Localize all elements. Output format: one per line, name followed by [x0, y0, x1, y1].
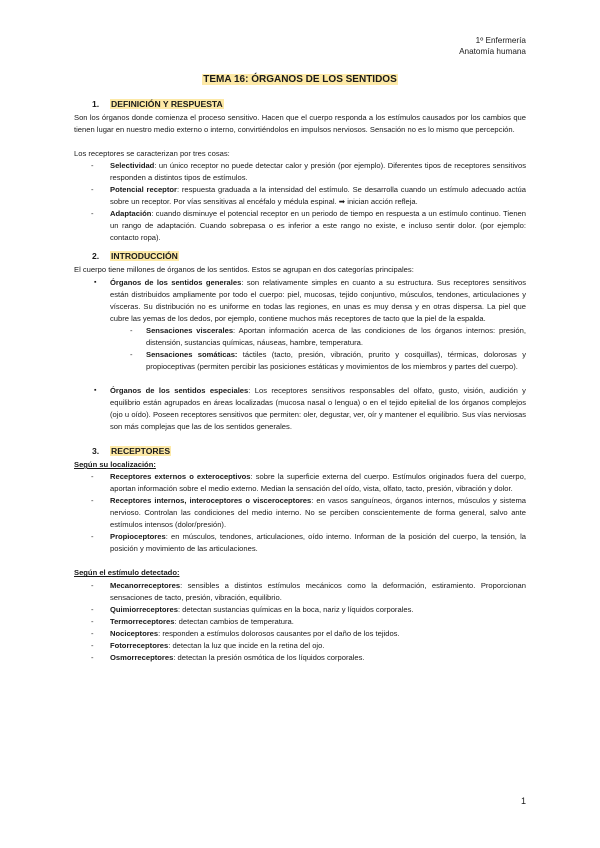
list-item: - Fotorreceptores: detectan la luz que incide en la retina del ojo. — [74, 640, 526, 652]
list-item: - Adaptación: cuando disminuye el potencial receptor en un periodo de tiempo en respuesta a un estímulo continuo. Tienen un rango de adaptación. Cuando sobrepasa o es inferior a este rango no existe, e incluso sentir dolor. (por ejemplo: contacto ropa). — [74, 208, 526, 244]
sense-organs-list — [74, 277, 526, 434]
list-item: - Propioceptores: en músculos, tendones, articulaciones, oído interno. Informan de la posición del cuerpo, la tensión, la posición y movimiento de las articulaciones. — [74, 531, 526, 555]
section-1-intro: Son los órganos donde comienza el proceso sensitivo. Hacen que el cuerpo responda a los estímulos causados por los cambios que tienen lugar en nuestro medio externo o interno, convirtiéndolos en impulsos nerviosos. Sensación no es lo mismo que percepción. — [74, 113, 526, 135]
document-title-text: TEMA 16: ÓRGANOS DE LOS SENTIDOS — [203, 74, 397, 85]
list-item: - Sensaciones somáticas: táctiles (tacto, presión, vibración, prurito y cosquillas), térmicas, dolorosas y propioceptivas (permiten percibir las posiciones estáticas y movimientos de los miembros y partes del cuerpo). — [110, 349, 526, 373]
section-2-title: INTRODUCCIÓN — [111, 251, 178, 262]
list-item: - Osmorreceptores: detectan la presión osmótica de los líquidos corporales. — [74, 652, 526, 664]
list-item: - Receptores externos o exteroceptivos: sobre la superficie externa del cuerpo. Estímulos originados fuera del cuerpo, aportan información sobre el medio externo. Median la sensación del oído, vista, olfato, tacto, presión, vibración y dolor. — [74, 471, 526, 495]
section-1-heading: 1. DEFINICIÓN Y RESPUESTA — [92, 99, 223, 109]
page-number: 1 — [520, 796, 526, 806]
localization-subheading: Según su localización: — [74, 460, 156, 470]
receptor-characteristics-list — [74, 160, 526, 244]
list-item: - Selectividad: un único receptor no puede detectar calor y presión (por ejemplo). Diferentes tipos de receptores sensitivos responden a distintos tipos de estímulos. — [74, 160, 526, 184]
section-1-title: DEFINICIÓN Y RESPUESTA — [111, 99, 223, 109]
list-item: - Nociceptores: responden a estímulos dolorosos causantes por el daño de los tejidos. — [74, 628, 526, 640]
list-item: - Termorreceptores: detectan cambios de temperatura. — [74, 616, 526, 628]
document-body — [74, 98, 526, 664]
section-2-heading: 2. INTRODUCCIÓN — [92, 251, 178, 262]
page-header — [459, 35, 526, 57]
section-2-intro: El cuerpo tiene millones de órganos de los sentidos. Estos se agrupan en dos categorías principales: — [74, 265, 414, 275]
list-item: - Quimiorreceptores: detectan sustancias químicas en la boca, nariz y líquidos corporales. — [74, 604, 526, 616]
stimulus-subheading: Según el estímulo detectado: — [74, 568, 180, 578]
list-item: - Sensaciones viscerales: Aportan información acerca de las condiciones de los órganos internos: presión, distensión, sustancias químicas, náuseas, hambre, temperatura. — [110, 325, 526, 349]
localization-list — [74, 471, 526, 555]
list-item: ▪ Órganos de los sentidos especiales: Los receptores sensitivos responsables del olfato, gusto, visión, audición y equilibrio están agrupados en áreas localizadas (mucosa nasal o lengua) o en el tejido epitelial de los órganos complejos (ojo u oído). Poseen receptores sensitivos que permiten: oler, degustar, ver, oír y mantener el equilibrio. Sus vías nerviosas son más complejas que las de los sentidos generales. — [74, 385, 526, 433]
header-course: 1º Enfermería — [475, 36, 526, 45]
receptors-intro: Los receptores se caracterizan por tres cosas: — [74, 149, 230, 159]
list-item: ▪ Órganos de los sentidos generales: son relativamente simples en cuanto a su estructura. Sus receptores sensitivos están distribuidos ampliamente por todo el cuerpo: piel, mucosas, tejido conjuntivo, músculos, tendones, articulaciones y vísceras. Su distribución no es uniforme en todas las regiones, en unas es muy densa y en otras dispersa. La piel que cubre las yemas de los dedos, por ejemplo, contiene muchos más receptores de tacto que la piel de la espalda. - Sensaciones viscerales: Aportan información acerca de las condiciones de los órganos internos: presión, distensión, sustancias químicas, náuseas, hambre, temperatura. - Sensaciones somáticas: táctiles (tacto, presión, vibración, prurito y cosquillas), térmicas, dolorosas y propioceptivas (permiten percibir las posiciones estáticas y movimientos de los miembros y partes del cuerpo). — [74, 277, 526, 373]
section-3-title: RECEPTORES — [111, 446, 171, 457]
stimulus-list — [74, 580, 526, 664]
list-item: - Receptores internos, interoceptores o visceroceptores: en vasos sanguíneos, órganos internos, músculos y sistema nervioso. Controlan las condiciones del medio interno. No se perciben conscientemente de forma general, salvo ante estímulos intensos (dolor/presión). — [74, 495, 526, 531]
section-3-heading: 3. RECEPTORES — [92, 446, 171, 457]
header-subject: Anatomía humana — [459, 47, 526, 56]
list-item: - Mecanorreceptores: sensibles a distintos estímulos mecánicos como la deformación, estiramiento. Proporcionan sensaciones de tacto, presión, vibración, equilibrio. — [74, 580, 526, 604]
sensations-list — [110, 325, 526, 373]
document-title — [0, 73, 600, 86]
list-item: - Potencial receptor: respuesta graduada a la intensidad del estímulo. Se desarrolla cuando un estímulo adecuado actúa sobre un receptor. Por vías sensitivas al encéfalo y médula espinal. ➡ inician acción refleja. — [74, 184, 526, 208]
